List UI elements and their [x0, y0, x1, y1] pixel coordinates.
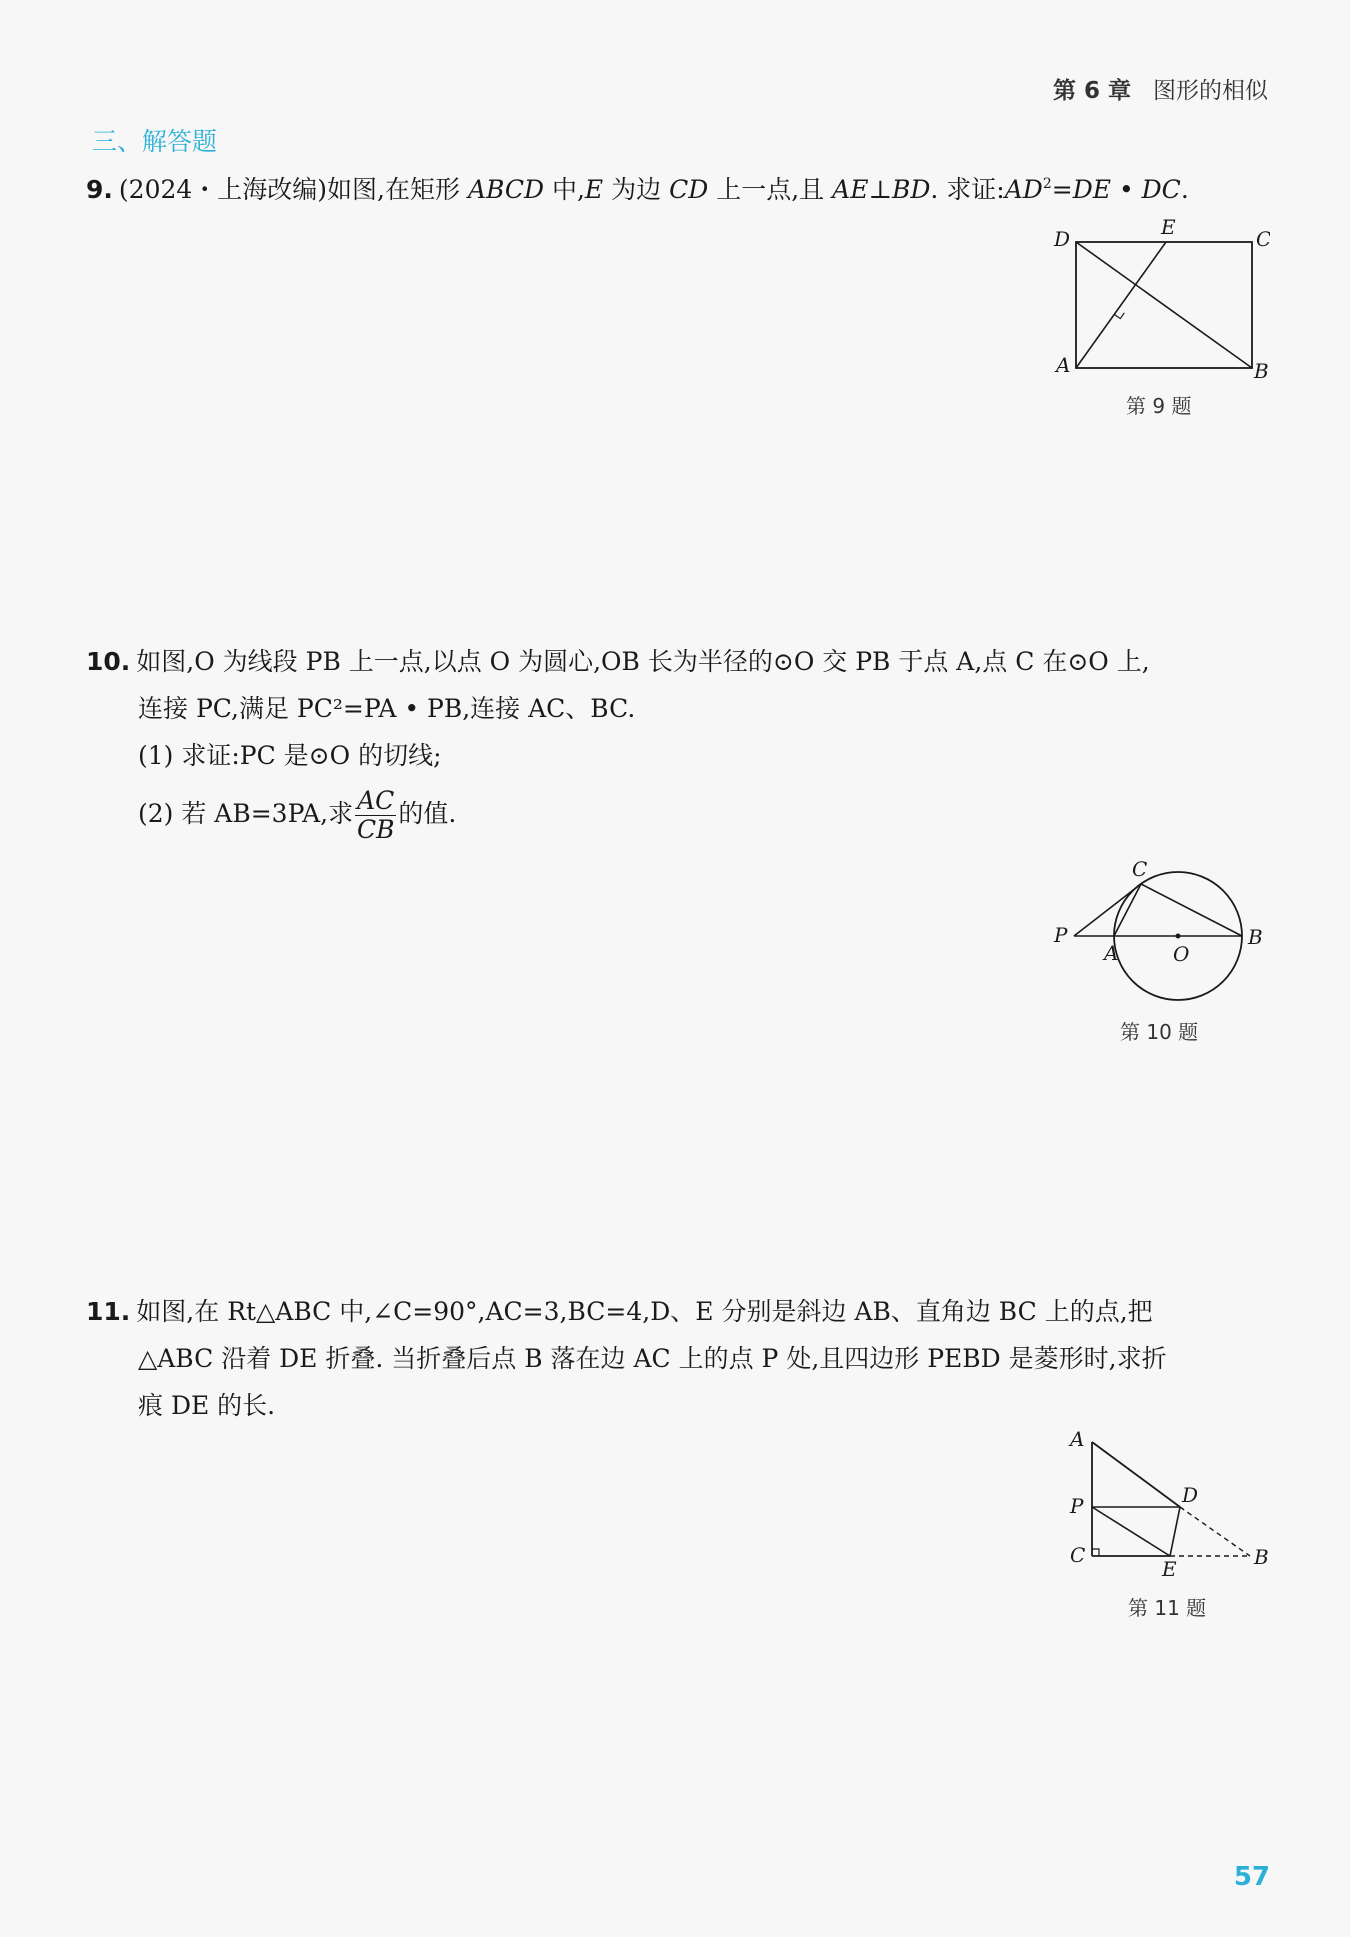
problem-10-line-1 [86, 638, 1150, 685]
problem-10-line-2: 连接 PC,满足 PC²=PA • PB,连接 AC、BC. [138, 694, 636, 723]
equals-sign: = [1051, 175, 1073, 204]
problem-source: (2024・上海改编) [118, 175, 328, 204]
problem-11-line-3: 痕 DE 的长. [138, 1391, 276, 1420]
problem-9-text [86, 166, 1189, 213]
text: . 求证: [930, 175, 1005, 204]
problem-11-line-2: △ABC 沿着 DE 折叠. 当折叠后点 B 落在边 AC 上的点 P 处,且四边形 PEBD 是菱形时,求折 [138, 1344, 1167, 1373]
problem-9 [86, 166, 1189, 213]
perp-symbol: ⊥ [868, 175, 892, 204]
figure-9-caption: 第 9 题 [1126, 394, 1192, 418]
text: 为边 [611, 175, 662, 204]
problem-10 [86, 638, 1150, 844]
math-var: DC [1141, 175, 1181, 204]
text: 如图,在 Rt△ABC 中,∠C=90°,AC=3,BC=4,D、E 分别是斜边 AB、直角边 BC 上的点,把 [136, 1297, 1153, 1326]
figure-10 [1050, 860, 1280, 1034]
segment-de [1170, 1507, 1180, 1556]
fraction-numerator: AC [357, 786, 395, 815]
label-a: A [1056, 353, 1071, 377]
math-var: AE [832, 175, 869, 204]
figure-11 [1058, 1420, 1278, 1584]
chapter-label: 第 6 章 [1052, 78, 1131, 104]
label-e: E [1162, 1557, 1177, 1580]
segment-db-dashed [1180, 1507, 1250, 1556]
problem-10-question-1: (1) 求证:PC 是⊙O 的切线; [138, 741, 442, 770]
label-p: P [1054, 923, 1068, 947]
dot-operator: • [1111, 175, 1142, 204]
section-title: 三、解答题 [92, 127, 218, 156]
page-number: 57 [1233, 1862, 1270, 1892]
label-p: P [1070, 1494, 1084, 1518]
triangle-diagram [1058, 1420, 1278, 1580]
label-o: O [1173, 942, 1190, 966]
center-point [1176, 934, 1181, 939]
circle-diagram [1050, 860, 1280, 1030]
label-b: B [1254, 1545, 1269, 1569]
segment-pe [1092, 1507, 1170, 1556]
problem-number: 11. [86, 1297, 131, 1326]
math-var: CD [669, 175, 709, 204]
label-b: B [1248, 925, 1263, 949]
label-d: D [1182, 1483, 1199, 1507]
segment-bd [1076, 242, 1252, 368]
figure-11-caption: 第 11 题 [1128, 1596, 1207, 1620]
page-header [1053, 72, 1268, 105]
label-c: C [1070, 1543, 1086, 1567]
segment-pc [1074, 884, 1141, 936]
label-c: C [1132, 860, 1148, 881]
math-var: DE [1072, 175, 1111, 204]
text: 中, [551, 175, 585, 204]
text: 上一点,且 [716, 175, 825, 204]
text: (2) 若 AB=3PA,求 [138, 799, 354, 828]
label-c: C [1256, 227, 1270, 251]
figure-10-caption: 第 10 题 [1120, 1020, 1199, 1044]
label-a: A [1104, 941, 1119, 965]
chapter-title: 图形的相似 [1153, 78, 1268, 104]
problem-11-line-1 [86, 1288, 1167, 1335]
label-d: D [1054, 227, 1071, 251]
right-angle-mark [1092, 1549, 1099, 1556]
fraction [355, 787, 396, 844]
problem-10-question-2 [86, 787, 1150, 844]
right-angle-mark [1115, 313, 1125, 319]
problem-number: 10. [86, 647, 131, 676]
label-a: A [1070, 1427, 1085, 1451]
text: 如图,O 为线段 PB 上一点,以点 O 为圆心,OB 长为半径的⊙O 交 PB 于点 A,点 C 在⊙O 上, [136, 647, 1150, 676]
label-b: B [1254, 359, 1269, 378]
rectangle-diagram [1050, 218, 1270, 378]
fraction-denominator: CB [356, 815, 395, 844]
problem-number: 9. [86, 175, 113, 204]
math-var: E [584, 175, 604, 204]
math-var: BD [891, 175, 931, 204]
exponent: 2 [1042, 176, 1052, 192]
math-var: ABCD [467, 175, 545, 204]
segment-ad [1092, 1442, 1180, 1507]
text: . [1180, 175, 1189, 204]
math-var: AD [1004, 175, 1043, 204]
segment-bc [1141, 884, 1242, 936]
figure-9 [1050, 218, 1270, 382]
segment-ac [1114, 884, 1141, 936]
segment-ae [1076, 242, 1166, 368]
text: 的值. [398, 799, 457, 828]
text: 如图,在矩形 [327, 175, 460, 204]
problem-11 [86, 1288, 1167, 1429]
label-e: E [1161, 218, 1176, 239]
